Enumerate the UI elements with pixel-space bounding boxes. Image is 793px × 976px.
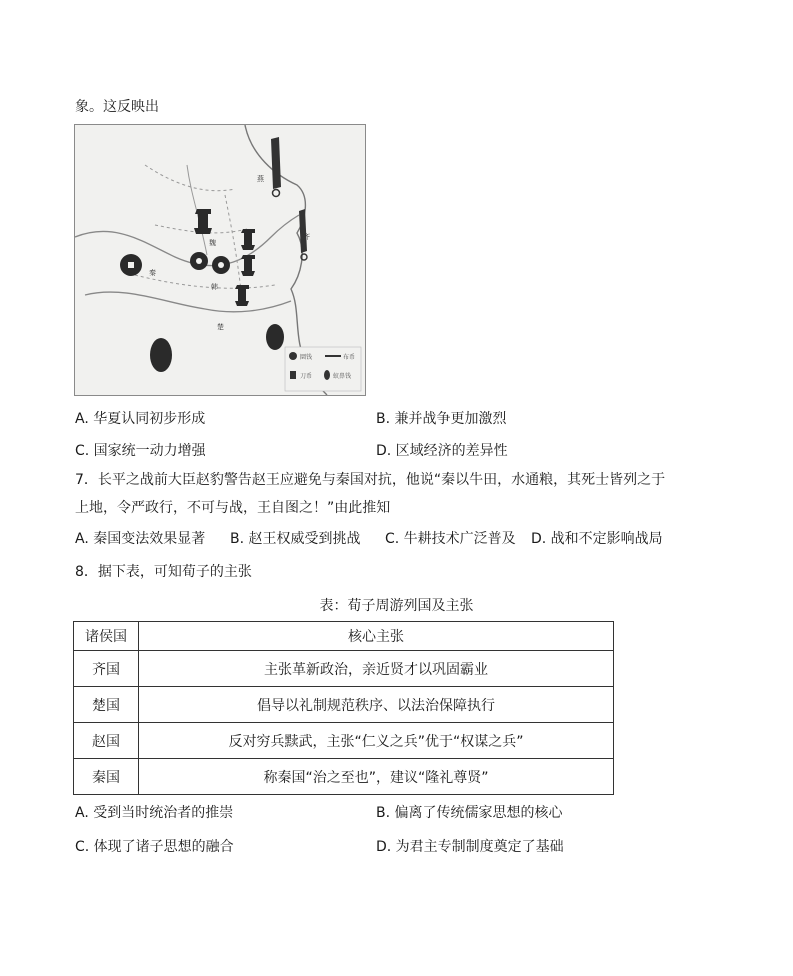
table-row xyxy=(74,687,614,723)
table-header-state: 诸侯国 xyxy=(74,622,139,651)
map-label-qi: 齐 xyxy=(303,233,310,241)
q7-option-c[interactable]: C. 牛耕技术广泛普及 xyxy=(385,531,516,547)
table-row xyxy=(74,651,614,687)
q8-option-b[interactable]: B. 偏离了传统儒家思想的核心 xyxy=(376,805,563,821)
q7-option-d[interactable]: D. 战和不定影响战局 xyxy=(531,531,663,547)
q8-stem: 8．据下表，可知荀子的主张 xyxy=(75,564,252,580)
q8-option-c[interactable]: C. 体现了诸子思想的融合 xyxy=(75,839,234,855)
table-cell-state: 赵国 xyxy=(74,723,139,759)
table-cell-state: 齐国 xyxy=(74,651,139,687)
table-row xyxy=(74,723,614,759)
ant-nose-coin-icon-2 xyxy=(266,324,284,350)
knife-money-icon-yan xyxy=(271,137,281,197)
map-legend xyxy=(285,347,361,391)
round-coin-icon-wei-2 xyxy=(212,256,230,274)
table-cell-state: 秦国 xyxy=(74,759,139,795)
table-cell-claim: 倡导以礼制规范秩序、以法治保障执行 xyxy=(139,687,614,723)
q6-option-c[interactable]: C. 国家统一动力增强 xyxy=(75,443,206,459)
map-label-qin: 秦 xyxy=(149,269,156,277)
q7-option-a[interactable]: A. 秦国变法效果显著 xyxy=(75,531,206,547)
spade-money-icon-2 xyxy=(241,229,255,250)
map-label-han: 韩 xyxy=(211,283,218,291)
map-graphic xyxy=(75,125,365,395)
intro-fragment: 象。这反映出 xyxy=(75,99,159,115)
table-header-row xyxy=(74,622,614,651)
q6-option-b[interactable]: B. 兼并战争更加激烈 xyxy=(376,411,507,427)
map-label-wei: 魏 xyxy=(209,239,216,247)
map-label-chu: 楚 xyxy=(217,323,224,331)
round-coin-icon-qin xyxy=(120,254,142,276)
table-cell-state: 楚国 xyxy=(74,687,139,723)
ant-nose-coin-icon-1 xyxy=(150,338,172,372)
spade-money-icon-1 xyxy=(194,209,212,234)
q8-option-a[interactable]: A. 受到当时统治者的推崇 xyxy=(75,805,234,821)
table-cell-claim: 称秦国“治之至也”，建议“隆礼尊贤” xyxy=(139,759,614,795)
legend-label-knife-money: 刀币 xyxy=(300,373,313,380)
legend-label-round-coin: 圜钱 xyxy=(300,354,313,361)
q8-option-d[interactable]: D. 为君主专制制度奠定了基础 xyxy=(376,839,564,855)
spade-money-icon-4 xyxy=(235,285,249,306)
q7-stem-line2: 上地，令严政行，不可与战，王自图之！”由此推知 xyxy=(75,500,391,516)
table-row xyxy=(74,759,614,795)
q6-option-a[interactable]: A. 华夏认同初步形成 xyxy=(75,411,206,427)
map-label-yan: 燕 xyxy=(257,175,264,183)
q7-option-b[interactable]: B. 赵王权威受到挑战 xyxy=(230,531,361,547)
legend-label-ant-nose-coin: 蚁鼻钱 xyxy=(333,373,352,380)
table-cell-claim: 反对穷兵黩武，主张“仁义之兵”优于“权谋之兵” xyxy=(139,723,614,759)
warring-states-currency-map xyxy=(74,124,366,396)
legend-label-spade-money: 布币 xyxy=(343,354,356,361)
spade-money-icon-3 xyxy=(241,255,255,276)
table-cell-claim: 主张革新政治，亲近贤才以巩固霸业 xyxy=(139,651,614,687)
q7-stem-line1: 7．长平之战前大臣赵豹警告赵王应避免与秦国对抗，他说“秦以牛田，水通粮，其死士皆列之于 xyxy=(75,472,666,488)
table-caption: 表：荀子周游列国及主张 xyxy=(319,598,474,614)
q6-option-d[interactable]: D. 区域经济的差异性 xyxy=(376,443,508,459)
round-coin-icon-wei-1 xyxy=(190,252,208,270)
table-header-claim: 核心主张 xyxy=(139,622,614,651)
xunzi-table xyxy=(73,621,614,795)
